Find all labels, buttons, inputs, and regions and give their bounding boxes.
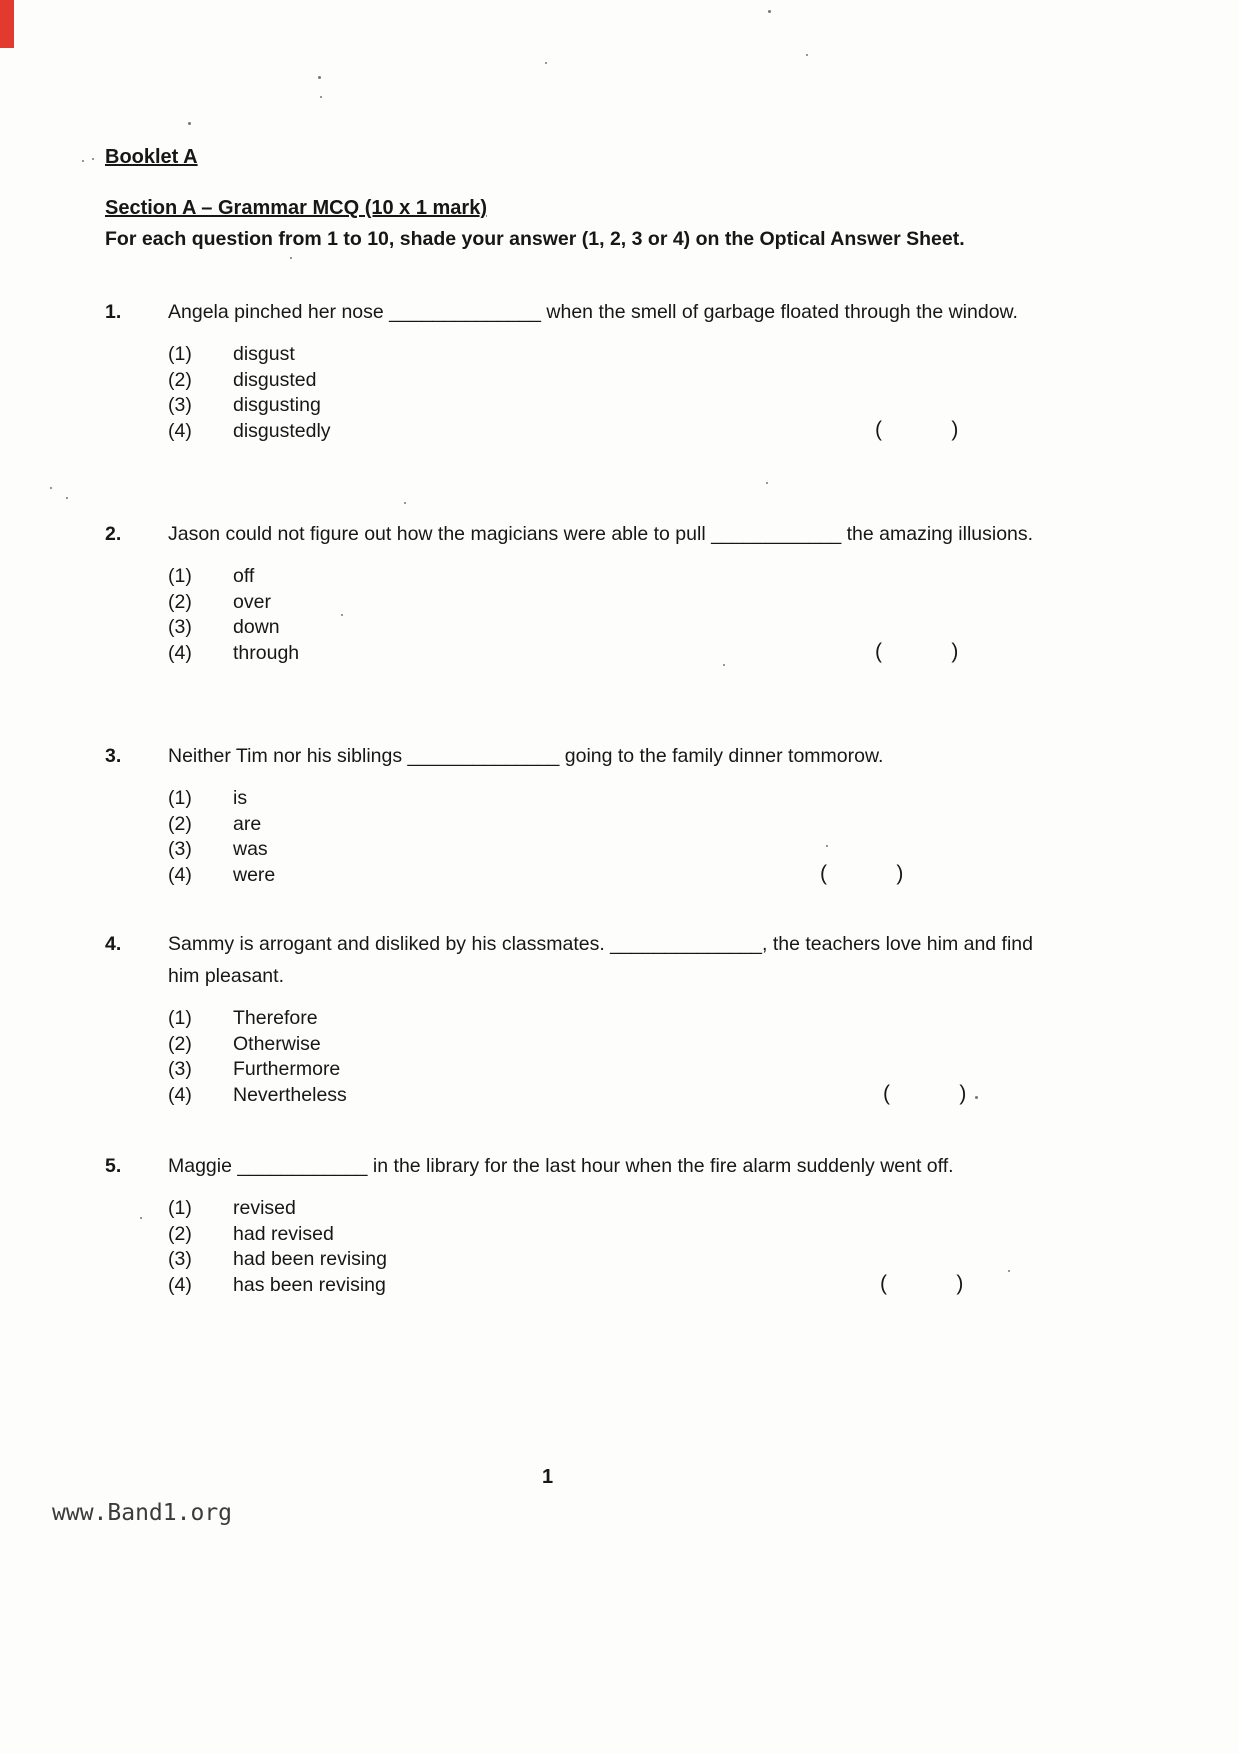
option-text: had been revising — [233, 1248, 387, 1270]
option-text: had revised — [233, 1222, 334, 1245]
question-number: 5. — [105, 1155, 122, 1177]
options-list — [168, 1006, 1115, 1108]
question-1 — [105, 296, 1115, 444]
section-title: Section A – Grammar MCQ (10 x 1 mark) — [105, 197, 487, 219]
option-label: (4) — [168, 641, 192, 664]
speckle-dot — [806, 54, 808, 56]
option-text: disgusted — [233, 368, 317, 391]
option-label: (1) — [168, 565, 192, 587]
option-label: (4) — [168, 419, 192, 442]
options-list — [168, 342, 1115, 444]
option-row — [168, 342, 1115, 368]
answer-bracket: ( ) — [820, 861, 905, 885]
option-text: Therefore — [233, 1007, 318, 1029]
options-list — [168, 564, 1115, 666]
option-row — [168, 1247, 1115, 1273]
option-row — [168, 837, 1115, 863]
option-text: were — [233, 863, 276, 886]
options-list — [168, 786, 1115, 888]
option-row — [168, 368, 1115, 394]
speckle-dot — [92, 158, 94, 160]
question-2 — [105, 518, 1115, 666]
option-row — [168, 786, 1115, 812]
option-text: was — [233, 838, 268, 860]
option-row — [168, 1273, 1115, 1299]
question-3 — [105, 740, 1115, 888]
question-text: Neither Tim nor his siblings ______________ going to the family dinner tommorow. — [168, 745, 884, 767]
options-list — [168, 1196, 1115, 1298]
option-row — [168, 1222, 1115, 1248]
speckle-dot — [826, 845, 828, 847]
option-row — [168, 1006, 1115, 1032]
speckle-dot — [82, 160, 84, 162]
watermark-url: www.Band1.org — [52, 1500, 233, 1526]
option-row — [168, 1196, 1115, 1222]
option-row — [168, 393, 1115, 419]
option-text: Nevertheless — [233, 1083, 347, 1106]
answer-bracket: ( ) — [875, 417, 960, 441]
question-number: 2. — [105, 523, 122, 545]
option-text: off — [233, 565, 255, 587]
speckle-dot — [975, 1096, 978, 1099]
speckle-dot — [318, 76, 321, 79]
option-label: (1) — [168, 1007, 192, 1029]
option-label: (2) — [168, 368, 192, 391]
option-text: has been revising — [233, 1273, 386, 1296]
option-row — [168, 1032, 1115, 1058]
speckle-dot — [140, 1217, 142, 1219]
speckle-dot — [404, 502, 406, 504]
option-label: (3) — [168, 1248, 192, 1270]
option-label: (2) — [168, 812, 192, 835]
question-number: 1. — [105, 301, 122, 323]
option-label: (1) — [168, 1197, 192, 1219]
option-label: (3) — [168, 394, 192, 416]
option-row — [168, 1057, 1115, 1083]
option-label: (2) — [168, 1032, 192, 1055]
option-text: Furthermore — [233, 1058, 341, 1080]
option-text: disgusting — [233, 394, 321, 416]
speckle-dot — [341, 614, 343, 616]
option-text: down — [233, 616, 280, 638]
speckle-dot — [1008, 1270, 1010, 1272]
speckle-dot — [50, 487, 52, 489]
option-label: (2) — [168, 1222, 192, 1245]
option-text: disgust — [233, 343, 295, 365]
option-row — [168, 564, 1115, 590]
option-label: (3) — [168, 616, 192, 638]
option-label: (1) — [168, 343, 192, 365]
option-text: disgustedly — [233, 419, 331, 442]
option-text: Otherwise — [233, 1032, 321, 1055]
option-row — [168, 641, 1115, 667]
scan-red-mark — [0, 0, 14, 48]
option-row — [168, 590, 1115, 616]
option-label: (1) — [168, 787, 192, 809]
option-text: over — [233, 590, 271, 613]
question-number: 3. — [105, 745, 122, 767]
speckle-dot — [766, 482, 768, 484]
speckle-dot — [290, 257, 292, 259]
option-text: through — [233, 641, 300, 664]
page-number: 1 — [541, 1466, 554, 1488]
question-text: Maggie ____________ in the library for the last hour when the fire alarm suddenly went off. — [168, 1155, 954, 1177]
option-label: (3) — [168, 1058, 192, 1080]
question-text: Angela pinched her nose ______________ when the smell of garbage floated through the window. — [168, 301, 1018, 323]
answer-bracket: ( ) — [880, 1271, 965, 1295]
option-row — [168, 812, 1115, 838]
question-4 — [105, 928, 1115, 1108]
question-text: Jason could not figure out how the magicians were able to pull ____________ the amazing illusions. — [168, 523, 1034, 545]
option-label: (4) — [168, 1083, 192, 1106]
answer-bracket: ( ) — [883, 1081, 968, 1105]
option-label: (4) — [168, 863, 192, 886]
speckle-dot — [545, 62, 547, 64]
option-text: revised — [233, 1197, 296, 1219]
speckle-dot — [66, 497, 68, 499]
option-label: (3) — [168, 838, 192, 860]
option-row — [168, 419, 1115, 445]
question-5 — [105, 1150, 1115, 1298]
question-text: Sammy is arrogant and disliked by his classmates. ______________, the teachers love him and find him pleasant. — [168, 933, 1033, 987]
option-text: are — [233, 812, 262, 835]
speckle-dot — [320, 96, 322, 98]
option-row — [168, 863, 1115, 889]
option-label: (4) — [168, 1273, 192, 1296]
instructions-text: For each question from 1 to 10, shade your answer (1, 2, 3 or 4) on the Optical Answer Sheet. — [105, 228, 965, 250]
option-text: is — [233, 787, 248, 809]
option-row — [168, 615, 1115, 641]
speckle-dot — [723, 664, 725, 666]
answer-bracket: ( ) — [875, 639, 960, 663]
question-number: 4. — [105, 933, 122, 955]
booklet-title: Booklet A — [105, 146, 198, 168]
speckle-dot — [188, 122, 191, 125]
option-label: (2) — [168, 590, 192, 613]
speckle-dot — [768, 10, 771, 13]
option-row — [168, 1083, 1115, 1109]
